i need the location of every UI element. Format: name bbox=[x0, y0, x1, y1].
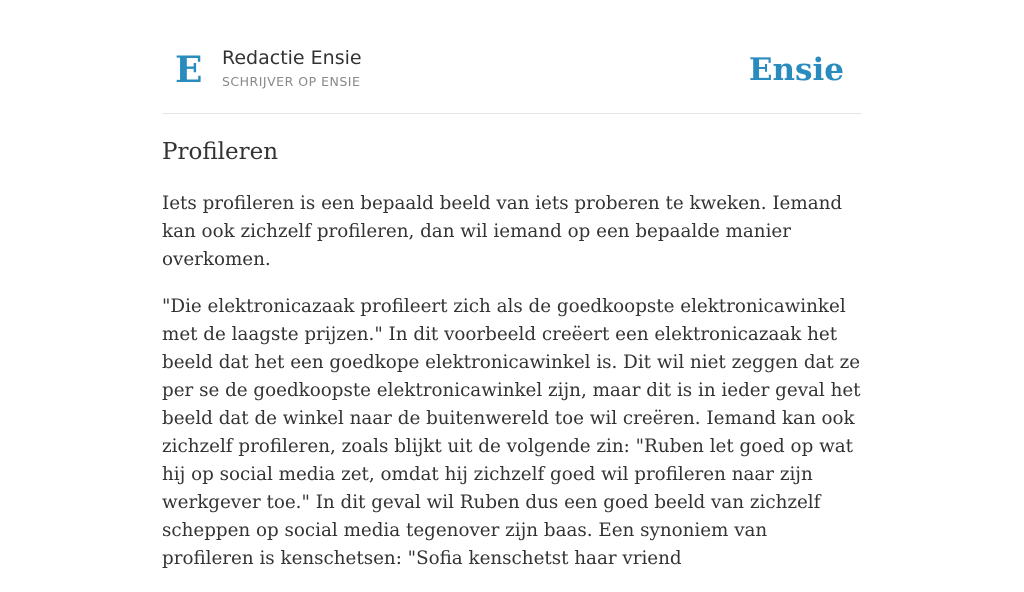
author-role: SCHRIJVER OP ENSIE bbox=[222, 74, 361, 89]
article-header bbox=[162, 0, 862, 114]
page-container bbox=[162, 0, 862, 569]
author-logo[interactable]: E bbox=[175, 49, 203, 91]
article-body bbox=[162, 190, 862, 592]
article-paragraph: "Die elektronicazaak profileert zich als de goedkoopste elektronicawinkel met de laagste prijzen." In dit voorbeeld creëert een elektronicazaak het beeld dat het een goedkope elektronicawinkel is. Dit wil niet zeggen dat ze per se de goedkoopste elektronicawinkel zijn, maar dit is in ieder geval het beeld dat de winkel naar de buitenwereld toe wil creëren. Iemand kan ook zichzelf profileren, zoals blijkt uit de volgende zin: "Ruben let goed op wat hij op social media zet, omdat hij zichzelf goed wil profileren naar zijn werkgever toe." In dit geval wil Ruben dus een goed beeld van zichzelf scheppen op social media tegenover zijn baas. Een synoniem van profileren is kenschetsen: "Sofia kenschetst haar vriend bbox=[162, 296, 861, 569]
author-name[interactable]: Redactie Ensie bbox=[222, 47, 362, 69]
article-title: Profileren bbox=[162, 139, 279, 165]
article-paragraph: Iets profileren is een bepaald beeld van iets proberen te kweken. Iemand kan ook zichzelf profileren, dan wil iemand op een bepaalde manier overkomen. bbox=[162, 193, 843, 270]
brand-logo[interactable]: Ensie bbox=[748, 52, 844, 88]
